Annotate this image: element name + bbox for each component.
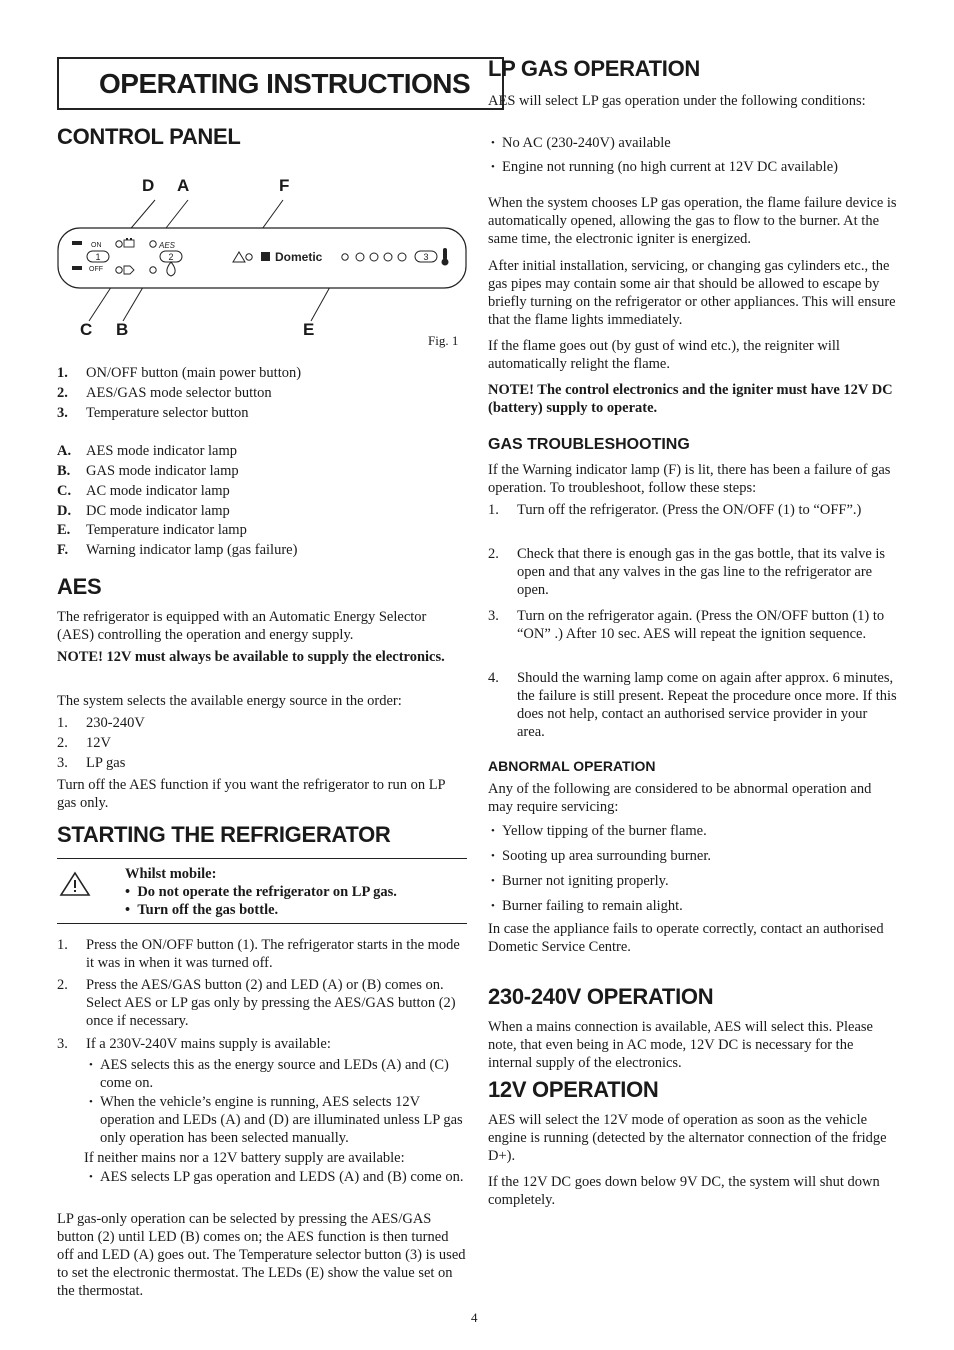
temp-lamp — [356, 253, 364, 261]
gas-troubleshooting-intro: If the Warning indicator lamp (F) is lit, there has been a failure of gas operation. To troubleshoot, follow these steps: — [488, 462, 891, 496]
svg-text:3: 3 — [423, 252, 429, 262]
lp-gas-intro: AES will select LP gas operation under the following conditions: — [488, 93, 866, 109]
start-step: 3. If a 230V-240V mains supply is available: — [57, 1036, 331, 1052]
warning-item: • Do not operate the refrigerator on LP gas. — [125, 884, 397, 900]
abnormal-intro: Any of the following are considered to be abnormal operation and may require servicing: — [488, 781, 872, 815]
warning-triangle-icon — [59, 871, 91, 897]
troubleshoot-step: 2. Check that there is enough gas in the gas bottle, that its valve is open and that any valves in the gas line to the refrigerator are open. — [488, 546, 886, 598]
onoff-button[interactable] — [87, 251, 109, 262]
start-step: 1. Press the ON/OFF button (1). The refrigerator starts in the mode it was in when it was turned off. — [57, 937, 460, 971]
aes-order-intro: The system selects the available energy source in the order: — [57, 693, 402, 709]
troubleshoot-step: 1. Turn off the refrigerator. (Press the ON/OFF (1) to “OFF”.) — [488, 502, 862, 518]
page-title: OPERATING INSTRUCTIONS — [57, 57, 504, 110]
troubleshoot-step: 3. Turn on the refrigerator again. (Press the ON/OFF button (1) to “ON” .) After 10 sec. AES will repeat the ignition sequence. — [488, 608, 885, 642]
lamp-list-item: B. GAS mode indicator lamp — [57, 463, 239, 479]
list-item: • Burner failing to remain alight. — [488, 897, 898, 915]
lp-only-text: LP gas-only operation can be selected by pressing the AES/GAS button (2) until LED (B) comes on; the AES function is then turned off and LED (A) goes out. The Temperature selector button (3) is used to set the electronic thermostat. The LEDs (E) show the value set on the thermostat. — [57, 1211, 466, 1299]
brand-name: Dometic — [275, 250, 323, 264]
abnormal-outro: In case the appliance fails to operate correctly, contact an authorised Dometic Service Centre. — [488, 921, 884, 955]
step3-neither: If neither mains nor a 12V battery supply are available: — [84, 1150, 405, 1166]
fig-label-e: E — [303, 320, 315, 339]
panel-on-label: ON — [91, 242, 102, 249]
fig-label-d: D — [142, 176, 155, 195]
abnormal-heading: ABNORMAL OPERATION — [488, 758, 656, 774]
dc12-heading: 12V OPERATION — [488, 1077, 659, 1102]
fig-label-a: A — [177, 176, 190, 195]
svg-text:2: 2 — [168, 252, 174, 262]
aes-note: NOTE! 12V must always be available to supply the electronics. — [57, 649, 445, 665]
starting-heading: STARTING THE REFRIGERATOR — [57, 822, 391, 847]
warning-box — [57, 858, 467, 924]
fig-label-b: B — [116, 320, 129, 339]
gas-lamp — [150, 267, 156, 273]
control-panel-heading: CONTROL PANEL — [57, 124, 241, 149]
mains-text: When a mains connection is available, AES will select this. Please note, that even being in AC mode, 12V DC is necessary for the internal supply of the electronics. — [488, 1019, 873, 1071]
aes-gas-button[interactable] — [160, 251, 182, 262]
lamp-list-item: D. DC mode indicator lamp — [57, 503, 230, 519]
lamp-list-item: C. AC mode indicator lamp — [57, 483, 230, 499]
aes-mark: AES — [159, 241, 176, 250]
warning-title: Whilst mobile: — [125, 866, 217, 882]
abnormal-items — [488, 822, 898, 915]
aes-heading: AES — [57, 574, 102, 599]
fig-label-c: C — [80, 320, 93, 339]
mains-heading: 230-240V OPERATION — [488, 984, 714, 1009]
aes-outro: Turn off the AES function if you want the refrigerator to run on LP gas only. — [57, 777, 446, 811]
warning-lamp — [246, 254, 252, 260]
figure-caption: Fig. 1 — [428, 333, 459, 348]
temp-lamp — [342, 254, 348, 260]
button-list-item: 3. Temperature selector button — [57, 405, 249, 421]
start-step: 2. Press the AES/GAS button (2) and LED (A) or (B) comes on. Select AES or LP gas only by pressing the AES/GAS button (2) once if necessary. — [57, 977, 456, 1029]
lp-gas-conditions — [488, 134, 898, 176]
lp-gas-p3: If the flame goes out (by gust of wind etc.), the reigniter will automatically relight the flame. — [488, 338, 840, 372]
control-panel-figure — [55, 190, 470, 330]
panel-off-label: OFF — [89, 266, 103, 273]
warning-item: • Turn off the gas bottle. — [125, 902, 279, 918]
temp-lamp — [370, 253, 378, 261]
lp-gas-note: NOTE! The control electronics and the igniter must have 12V DC (battery) supply to operate. — [488, 382, 893, 416]
temperature-button[interactable] — [415, 251, 437, 262]
list-item: • AES selects LP gas operation and LEDS (A) and (B) come on. — [86, 1168, 466, 1186]
lamp-list-item: E. Temperature indicator lamp — [57, 522, 247, 538]
aes-order-item: 2. 12V — [57, 735, 111, 751]
button-list-item: 1. ON/OFF button (main power button) — [57, 365, 302, 381]
dc12-p1: AES will select the 12V mode of operation as soon as the vehicle engine is running (detected by the alternator connection of the fridge D+). — [488, 1112, 887, 1164]
dometic-logo-icon — [261, 252, 270, 261]
list-item: • Sooting up area surrounding burner. — [488, 847, 898, 865]
list-item: • Engine not running (no high current at 12V DC available) — [488, 158, 898, 176]
aes-intro: The refrigerator is equipped with an Automatic Energy Selector (AES) controlling the operation and energy supply. — [57, 609, 427, 643]
page-number: 4 — [471, 1310, 478, 1325]
fig-label-f: F — [279, 176, 290, 195]
lamp-list-item: A. AES mode indicator lamp — [57, 443, 238, 459]
lp-gas-p1: When the system chooses LP gas operation, the flame failure device is automatically opened, allowing the gas to flow to the burner. At the same time, the electronic igniter is energized. — [488, 195, 897, 247]
list-item: • Burner not igniting properly. — [488, 872, 898, 890]
temp-lamp — [384, 253, 392, 261]
gas-troubleshooting-heading: GAS TROUBLESHOOTING — [488, 436, 690, 453]
dc-lamp — [116, 241, 122, 247]
ac-lamp — [116, 267, 122, 273]
svg-text:1: 1 — [95, 252, 101, 262]
step3-bullets — [86, 1056, 466, 1147]
aes-lamp — [150, 241, 156, 247]
list-item: • When the vehicle’s engine is running, AES selects 12V operation and LEDs (A) and (D) are illuminated unless LP gas only operation has been selected manually. — [86, 1093, 466, 1147]
lamp-list-item: F. Warning indicator lamp (gas failure) — [57, 542, 298, 558]
list-item: • Yellow tipping of the burner flame. — [488, 822, 898, 840]
lp-gas-p2: After initial installation, servicing, or changing gas cylinders etc., the gas pipes may contain some air that should be allowed to escape by briefly turning on the refrigerator or other appliances. This will ensure that the flame lights immediately. — [488, 258, 896, 328]
troubleshoot-step: 4. Should the warning lamp come on again after approx. 6 minutes, the failure is still present. Repeat the procedure once more. If this does not help, contact an authorised service provider in your area. — [488, 670, 897, 740]
list-item: • AES selects this as the energy source and LEDs (A) and (C) come on. — [86, 1056, 466, 1092]
temp-lamp — [398, 253, 406, 261]
button-list-item: 2. AES/GAS mode selector button — [57, 385, 272, 401]
dc12-p2: If the 12V DC goes down below 9V DC, the system will shut down completely. — [488, 1174, 880, 1208]
aes-order-item: 1. 230-240V — [57, 715, 145, 731]
list-item: • No AC (230-240V) available — [488, 134, 898, 152]
lp-gas-heading: LP GAS OPERATION — [488, 56, 700, 81]
step3-neither-bullet — [86, 1168, 466, 1186]
aes-order-item: 3. LP gas — [57, 755, 126, 771]
